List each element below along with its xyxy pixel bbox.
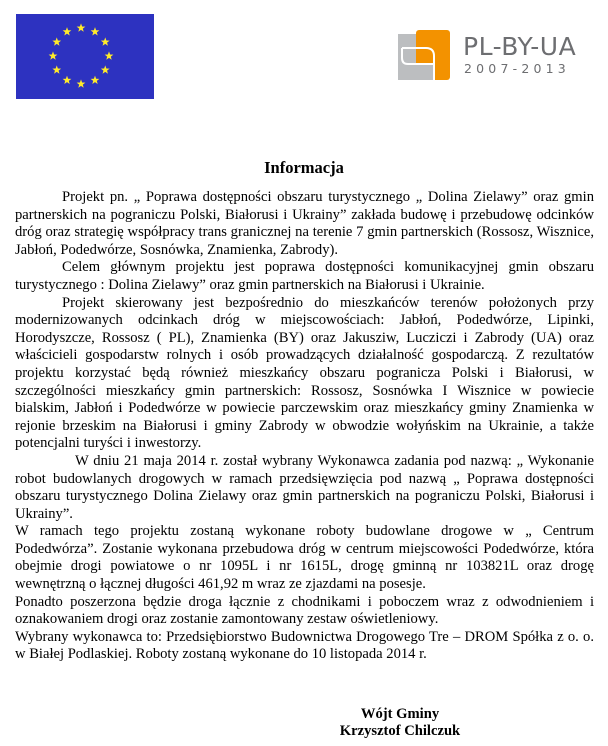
pl-by-ua-mark-icon	[398, 30, 450, 80]
paragraph-scope-of-works: W ramach tego projektu zostaną wykonane roboty budowlane drogowe w „ Centrum Podedwórza”. Zostanie wykonana przebudowa dróg w centrum miejscowości Podedwórze, która obejmie drogi powiatowe o nr 1095L i nr 1615L, drogę gminną nr 103821L oraz drogę wewnętrzną o łącznej długości 461,92 m wraz ze zjazdami na posesje.	[15, 523, 594, 593]
program-years: 2007-2013	[464, 61, 570, 76]
pl-by-ua-logo	[398, 28, 588, 80]
document-body	[15, 189, 594, 664]
eu-star-icon	[91, 27, 100, 35]
eu-star-icon	[77, 79, 86, 87]
signature-name: Krzysztof Chilczuk	[339, 723, 461, 739]
document-title: Informacja	[264, 158, 344, 177]
eu-star-icon	[101, 37, 110, 45]
eu-star-icon	[49, 51, 58, 59]
eu-star-icon	[101, 65, 110, 73]
eu-star-icon	[63, 76, 72, 84]
eu-stars-icon	[16, 14, 154, 99]
paragraph-main-goal: Celem głównym projektu jest poprawa dostępności komunikacyjnej gmin obszaru turystycznego : Dolina Zielawy” oraz gmin partnerskich na Białorusi i Ukrainie.	[15, 259, 594, 293]
paragraph-contractor-selected: W dniu 21 maja 2014 r. został wybrany Wykonawca zadania pod nazwą: „ Wykonanie robot budowlanych drogowych w ramach przedsięwzięcia pod nazwą „ Poprawa dostępności obszaru turystycznego Dolina Zielawy oraz gmin partnerskich na pograniczu Polski, Białorusi i Ukrainy”.	[15, 452, 594, 522]
paragraph-additional-works: Ponadto poszerzona będzie droga łącznie z chodnikami i poboczem wraz z odwodnieniem i oznakowaniem drogi oraz zostanie zamontowany zestaw oświetleniowy.	[15, 593, 594, 628]
program-name: PL-BY-UA	[463, 32, 577, 61]
eu-star-icon	[105, 51, 114, 59]
eu-star-icon	[63, 27, 72, 35]
signature-role: Wójt Gminy	[360, 706, 440, 722]
eu-flag-logo	[16, 14, 154, 99]
paragraph-project-description: Projekt pn. „ Poprawa dostępności obszaru turystycznego „ Dolina Zielawy” oraz gmin partnerskich na pograniczu Polski, Białorusi i Ukrainy” zakłada budowę i przebudowę odcinków dróg oraz strategię współpracy trans granicznej na terenie 7 gmin partnerskich (Rossosz, Wisznice, Jabłoń, Podedwórze, Sosnówka, Znamienka, Zabrody).	[15, 189, 594, 258]
eu-star-icon	[52, 37, 61, 45]
eu-star-icon	[77, 23, 86, 31]
paragraph-beneficiaries: Projekt skierowany jest bezpośrednio do mieszkańców terenów położonych przy modernizowanych odcinkach dróg w miejscowościach: Jabłoń, Podedwórze, Lipinki, Horodyszcze, Rossosz ( PL), Znamienka (BY) oraz Jakusziw, Lucziczi i Zabrody (UA) oraz właścicieli gospodarstw rolnych i osób prowadzących działalność gospodarczą. Z rezultatów projektu korzystać będą również mieszkańcy obszaru pogranicza Polski i Białorusi, w szczególności mieszkańcy gmin partnerskich: Rossosz, Sosnówka I Wisznice w powiecie bialskim, Jabłoń i Podedwórze w powiecie parczewskim oraz mieszkańcy gminy Znamienka w rejonie brzeskim na Białorusi i gminy Zabrody w obwodzie wołyńskim na Ukrainie, a także potencjalni turyści i inwestorzy.	[15, 294, 594, 452]
paragraph-contractor-name: Wybrany wykonawca to: Przedsiębiorstwo Budownictwa Drogowego Tre – DROM Spółka z o. o. w Białej Podlaskiej. Roboty zostaną wykonane do 10 listopada 2014 r.	[15, 628, 594, 663]
eu-star-icon	[52, 65, 61, 73]
eu-star-icon	[91, 76, 100, 84]
signature-block	[300, 706, 500, 740]
